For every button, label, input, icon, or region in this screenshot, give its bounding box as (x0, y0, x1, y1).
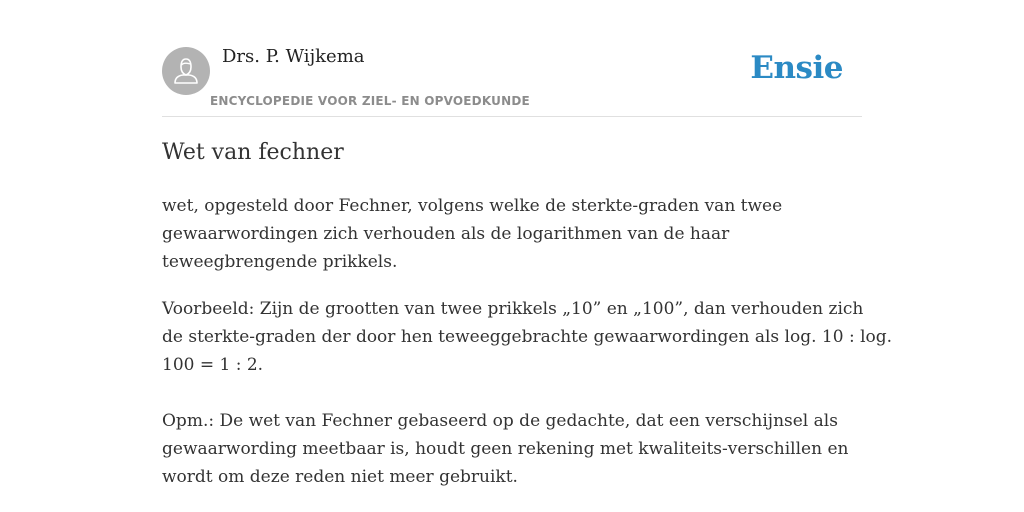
ensie-logo[interactable]: Ensie (750, 50, 843, 86)
page-container (162, 0, 893, 512)
source-name[interactable]: ENCYCLOPEDIE VOOR ZIEL- EN OPVOEDKUNDE (210, 94, 530, 108)
article-paragraph (162, 407, 862, 491)
paragraph-line: wet, opgesteld door Fechner, volgens welke de sterkte-graden van twee (162, 196, 783, 216)
article-paragraph (162, 295, 893, 379)
author-name[interactable]: Drs. P. Wijkema (222, 46, 365, 67)
paragraph-line: 100 = 1 : 2. (162, 355, 264, 375)
header (162, 0, 862, 117)
paragraph-line: wordt om deze reden niet meer gebruikt. (162, 467, 518, 487)
paragraph-line: Opm.: De wet van Fechner gebaseerd op de gedachte, dat een verschijnsel als (162, 411, 838, 431)
paragraph-line: teweegbrengende prikkels. (162, 252, 398, 272)
user-silhouette-icon (162, 47, 210, 95)
paragraph-line: Voorbeeld: Zijn de grootten van twee prikkels „10” en „100”, dan verhouden zich (162, 299, 864, 319)
paragraph-line: gewaarwordingen zich verhouden als de logarithmen van de haar (162, 224, 730, 244)
article-title: Wet van fechner (162, 140, 344, 165)
avatar[interactable] (162, 47, 210, 95)
paragraph-line: gewaarwording meetbaar is, houdt geen rekening met kwaliteits-verschillen en (162, 439, 849, 459)
article-paragraph (162, 192, 862, 276)
paragraph-line: de sterkte-graden der door hen teweeggebrachte gewaarwordingen als log. 10 : log. (162, 327, 893, 347)
